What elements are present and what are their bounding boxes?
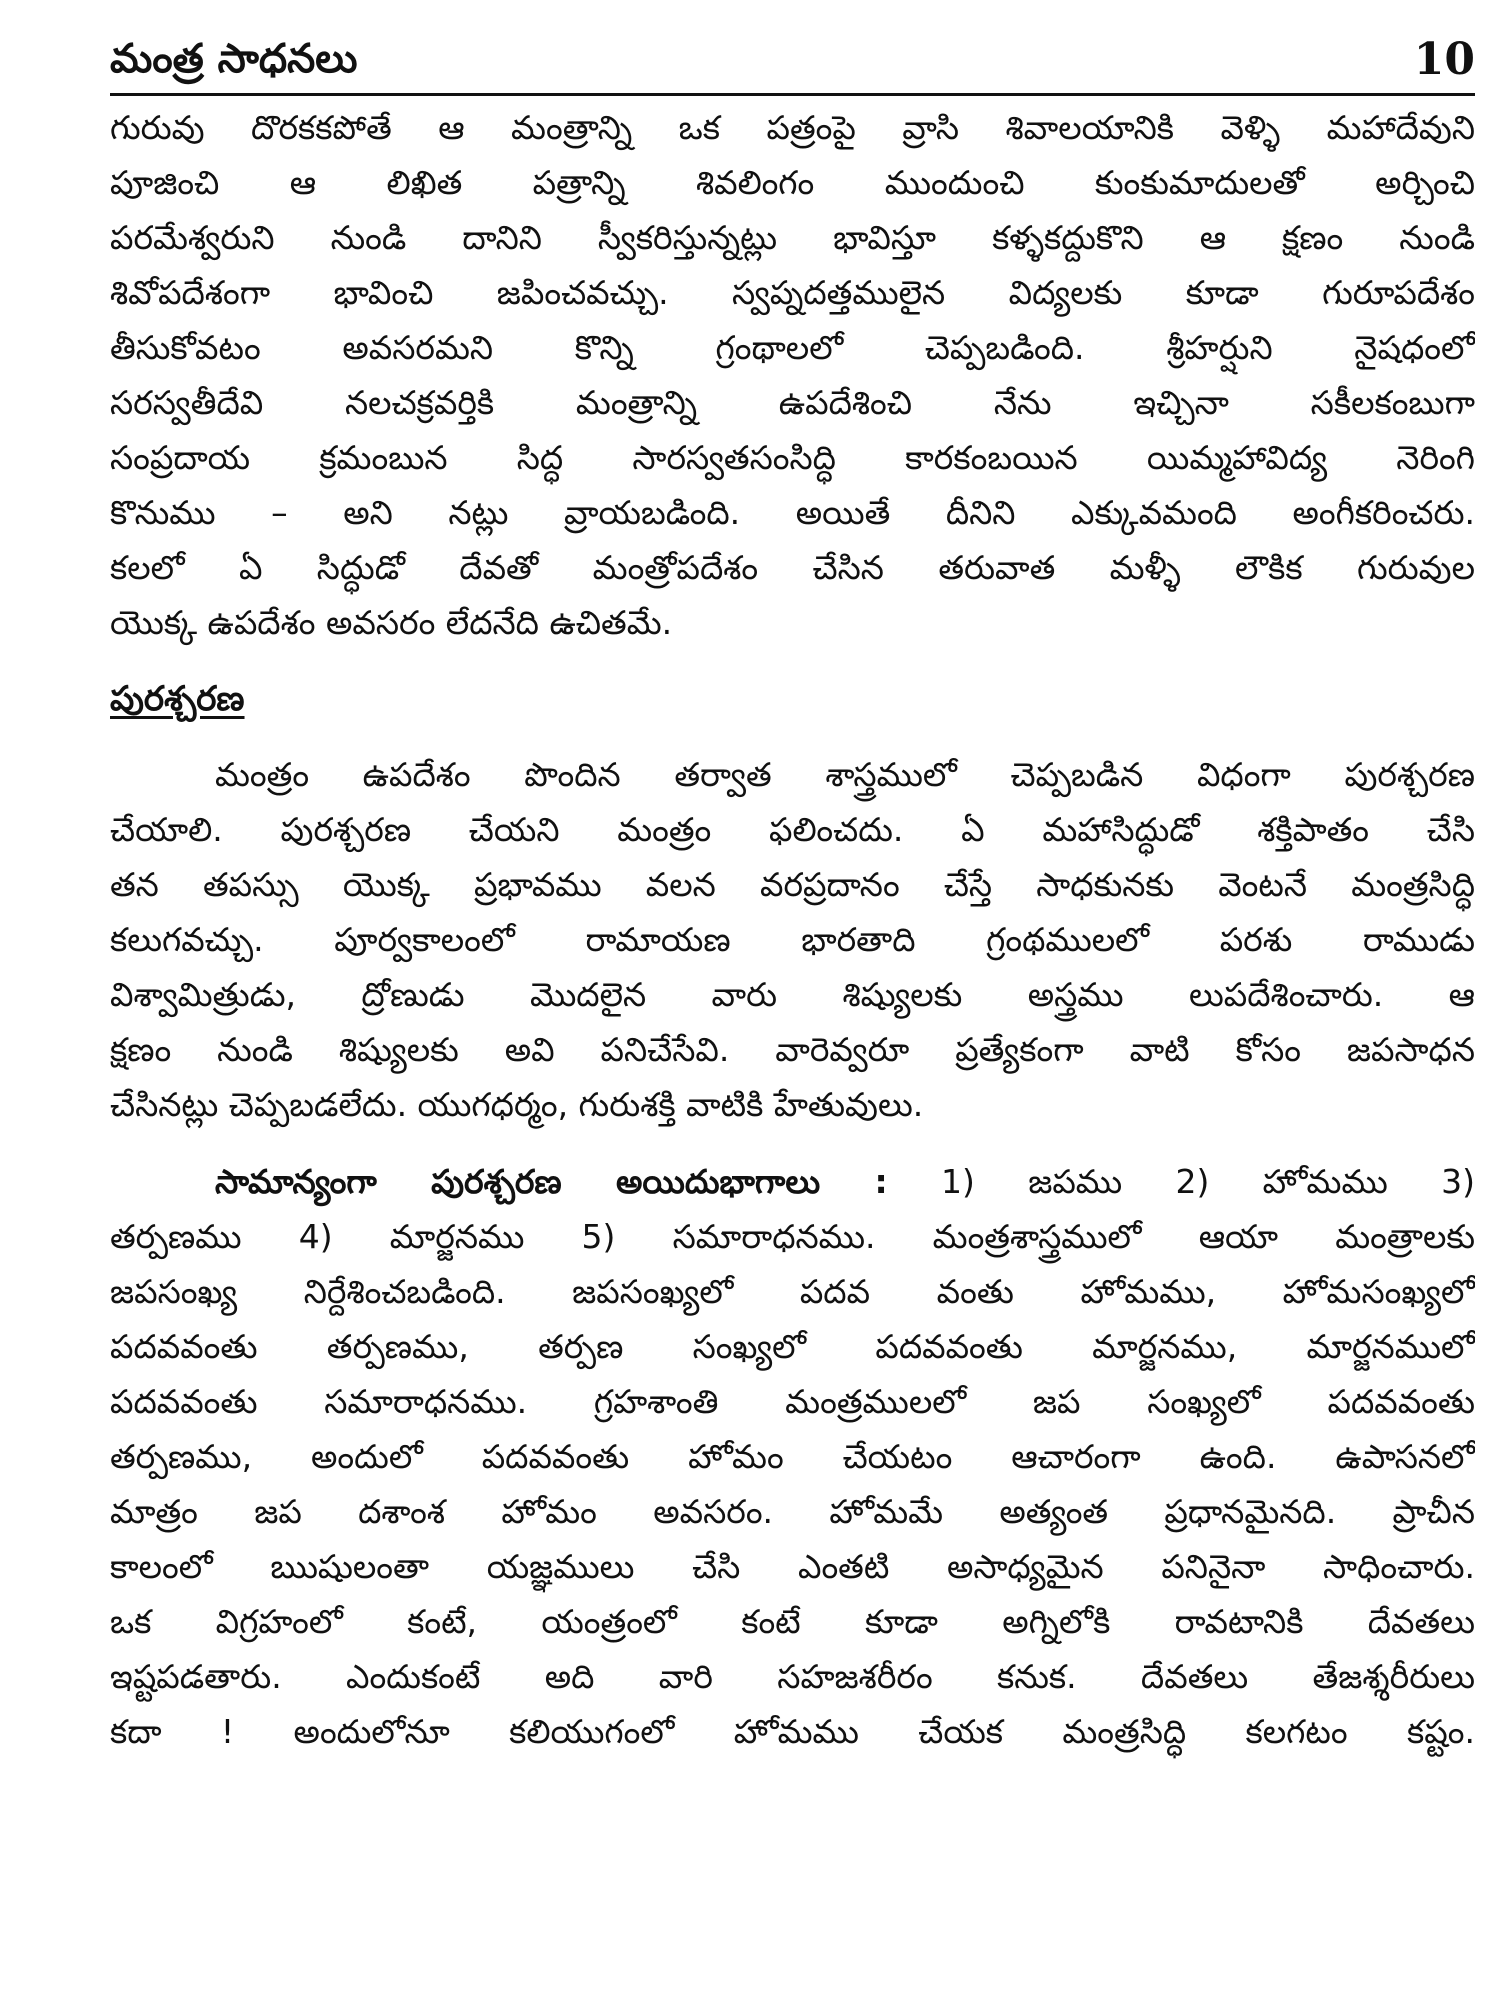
text-line: సంప్రదాయ క్రమంబున సిద్ధ సారస్వతసంసిద్ధి కారకంబయిన యిమ్మహావిద్య నెరింగి	[110, 438, 1475, 477]
running-title: మంత్ర సాధనలు	[110, 36, 358, 82]
text-line-lead	[110, 1154, 1475, 1209]
text-line: ఒక విగ్రహంలో కంటే, యంత్రంలో కంటే కూడా అగ్నిలోకి రావటానికి దేవతలు	[110, 1602, 1475, 1641]
text-line: తీసుకోవటం అవసరమని కొన్ని గ్రంథాలలో చెప్పబడింది. శ్రీహర్షుని నైషధంలో	[110, 328, 1475, 367]
text-line: యొక్క ఉపదేశం అవసరం లేదనేది ఉచితమే.	[110, 603, 673, 642]
paragraph-1	[110, 100, 1475, 650]
lead-rest-text: 1) జపము 2) హోమము 3)	[887, 1162, 1475, 1201]
text-line: పదవవంతు తర్పణము, తర్పణ సంఖ్యలో పదవవంతు మార్జనము, మార్జనములో	[110, 1327, 1475, 1366]
text-line: సరస్వతీదేవి నలచక్రవర్తికి మంత్రాన్ని ఉపదేశించి నేను ఇచ్చినా సకీలకంబుగా	[110, 383, 1475, 422]
page-header	[110, 30, 1475, 92]
text-line: క్షణం నుండి శిష్యులకు అవి పనిచేసేవి. వారెవ్వరూ ప్రత్యేకంగా వాటి కోసం జపసాధన	[110, 1030, 1475, 1069]
text-line: తన తపస్సు యొక్క ప్రభావము వలన వరప్రదానం చేస్తే సాధకునకు వెంటనే మంత్రసిద్ధి	[110, 865, 1475, 904]
text-line: కాలంలో ఋషులంతా యజ్ఞములు చేసి ఎంతటి అసాధ్యమైన పనినైనా సాధించారు.	[110, 1547, 1475, 1586]
paragraph-2	[110, 747, 1475, 1132]
text-line: చేయాలి. పురశ్చరణ చేయని మంత్రం ఫలించదు. ఏ మహాసిద్ధుడో శక్తిపాతం చేసి	[110, 810, 1475, 849]
text-line: తర్పణము 4) మార్జనము 5) సమారాధనము. మంత్రశాస్త్రములో ఆయా మంత్రాలకు	[110, 1217, 1475, 1256]
text-line: విశ్వామిత్రుడు, ద్రోణుడు మొదలైన వారు శిష్యులకు అస్త్రము లుపదేశించారు. ఆ	[110, 975, 1475, 1014]
text-line: కదా ! అందులోనూ కలియుగంలో హోమము చేయక మంత్రసిద్ధి కలగటం కష్టం.	[110, 1712, 1475, 1751]
text-line: మంత్రం ఉపదేశం పొందిన తర్వాత శాస్త్రములో చెప్పబడిన విధంగా పురశ్చరణ	[215, 755, 1475, 794]
text-line: మాత్రం జప దశాంశ హోమం అవసరం. హోమమే అత్యంత ప్రధానమైనది. ప్రాచీన	[110, 1492, 1475, 1531]
text-line: ఇష్టపడతారు. ఎందుకంటే అది వారి సహజశరీరం కనుక. దేవతలు తేజశ్శరీరులు	[110, 1657, 1475, 1696]
header-rule	[110, 93, 1475, 96]
paragraph-3	[110, 1154, 1475, 1759]
body-text	[110, 100, 1475, 1759]
text-line: కలుగవచ్చు. పూర్వకాలంలో రామాయణ భారతాది గ్రంథములలో పరశు రాముడు	[110, 920, 1475, 959]
text-line: జపసంఖ్య నిర్దేశించబడింది. జపసంఖ్యలో పదవ వంతు హోమము, హోమసంఖ్యలో	[110, 1272, 1475, 1311]
text-line: పదవవంతు సమారాధనము. గ్రహశాంతి మంత్రములలో జప సంఖ్యలో పదవవంతు	[110, 1382, 1475, 1421]
text-line: కలలో ఏ సిద్ధుడో దేవతో మంత్రోపదేశం చేసిన తరువాత మళ్ళీ లౌకిక గురువుల	[110, 548, 1475, 587]
text-line: గురువు దొరకకపోతే ఆ మంత్రాన్ని ఒక పత్రంపై వ్రాసి శివాలయానికి వెళ్ళి మహాదేవుని	[110, 108, 1475, 147]
text-line: పరమేశ్వరుని నుండి దానిని స్వీకరిస్తున్నట్లు భావిస్తూ కళ్ళకద్దుకొని ఆ క్షణం నుండి	[110, 218, 1475, 257]
text-line: కొనుము – అని నట్లు వ్రాయబడింది. అయితే దీనిని ఎక్కువమంది అంగీకరించరు.	[110, 493, 1475, 532]
text-line: శివోపదేశంగా భావించి జపించవచ్చు. స్వప్నదత్తములైన విద్యలకు కూడా గురూపదేశం	[110, 273, 1475, 312]
page-number: 10	[1413, 34, 1475, 85]
text-line: తర్పణము, అందులో పదవవంతు హోమం చేయటం ఆచారంగా ఉంది. ఉపాసనలో	[110, 1437, 1475, 1476]
text-line: చేసినట్లు చెప్పబడలేదు. యుగధర్మం, గురుశక్తి వాటికి హేతువులు.	[110, 1085, 924, 1124]
bold-lead-text: సామాన్యంగా పురశ్చరణ అయిదుభాగాలు :	[215, 1162, 888, 1201]
paragraph-gap	[110, 1132, 1475, 1154]
text-line: పూజించి ఆ లిఖిత పత్రాన్ని శివలింగం ముందుంచి కుంకుమాదులతో అర్చించి	[110, 163, 1475, 202]
section-heading: పురశ్చరణ	[110, 679, 245, 719]
